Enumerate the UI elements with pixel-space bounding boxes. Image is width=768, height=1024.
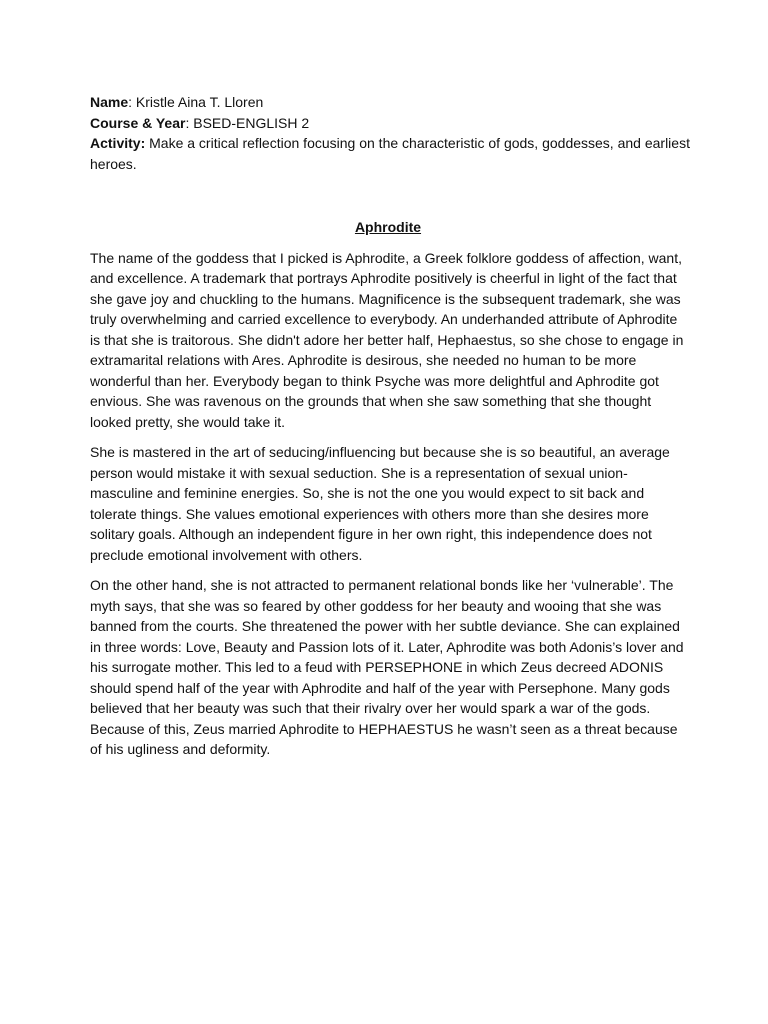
activity-label: Activity: [90, 135, 146, 151]
name-value: : Kristle Aina T. Lloren [128, 94, 264, 110]
paragraph-1: The name of the goddess that I picked is Aphrodite, a Greek folklore goddess of affection, want, and excellence. A trademark that portrays Aphrodite positively is cheerful in light of the fact that she gave joy and chuckling to the humans. Magnificence is the subsequent trademark, she was truly overwhelming and carried excellence to everybody. An underhanded attribute of Aphrodite is that she is traitorous. She didn't adore her better half, Hephaestus, so she chose to engage in extramarital relations with Ares. Aphrodite is desirous, she needed no human to be more wonderful than her. Everybody began to think Psyche was more delightful and Aphrodite got envious. She was ravenous on the grounds that when she saw something that she thought looked pretty, she would take it. [90, 249, 684, 430]
document-title: Aphrodite [354, 219, 422, 235]
paragraph-3: On the other hand, she is not attracted to permanent relational bonds like her ‘vulnerable’. The myth says, that she was so feared by other goddess for her beauty and wooing that she was banned from the courts. She threatened the power with her subtle deviance. She can explained in three words: Love, Beauty and Passion lots of it. Later, Aphrodite was both Adonis’s lover and his surrogate mother. This led to a feud with PERSEPHONE in which Zeus decreed ADONIS should spend half of the year with Aphrodite and half of the year with Persephone. Many gods believed that her beauty was such that their rivalry over her would spark a war of the gods. Because of this, Zeus married Aphrodite to HEPHAESTUS he wasn’t seen as a threat because of his ugliness and deformity. [90, 577, 684, 757]
course-value: : BSED-ENGLISH 2 [185, 114, 310, 131]
name-line [90, 92, 690, 113]
document-page [90, 92, 690, 770]
name-label: Name [90, 94, 129, 110]
course-label: Course & Year [90, 114, 186, 131]
activity-line [90, 133, 690, 174]
course-line [90, 113, 690, 134]
activity-value: Make a critical reflection focusing on the characteristic of gods, goddesses, and earliest heroes. [90, 135, 690, 172]
paragraph-2: She is mastered in the art of seducing/influencing but because she is so beautiful, an average person would mistake it with sexual seduction. She is a representation of sexual union-masculine and feminine energies. So, she is not the one you would expect to sit back and tolerate things. She values emotional experiences with others more than she desires more solitary goals. Although an independent figure in her own right, this independence does not preclude emotional involvement with others. [90, 444, 670, 563]
